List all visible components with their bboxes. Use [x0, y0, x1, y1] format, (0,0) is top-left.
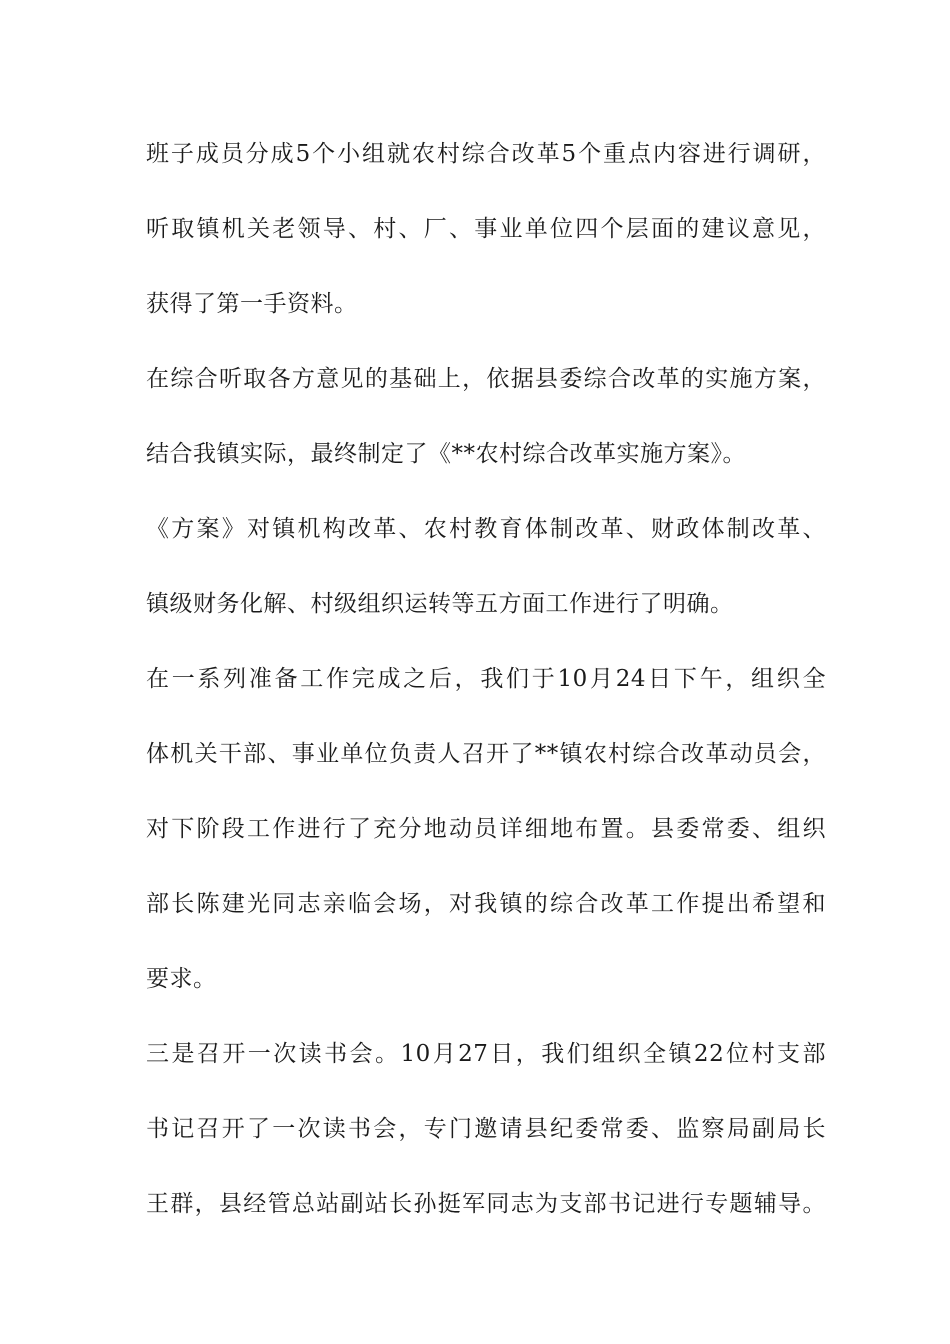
text-line: 要求。: [146, 966, 217, 992]
text-line: 班子成员分成5个小组就农村综合改革5个重点内容进行调研，: [146, 141, 826, 167]
text-line: 结合我镇实际，最终制定了《**农村综合改革实施方案》。: [146, 441, 746, 467]
text-line: 《方案》对镇机构改革、农村教育体制改革、财政体制改革、: [146, 516, 826, 542]
text-line: 对下阶段工作进行了充分地动员详细地布置。县委常委、组织: [146, 816, 826, 842]
text-line: 部长陈建光同志亲临会场，对我镇的综合改革工作提出希望和: [146, 891, 826, 917]
text-line: 在一系列准备工作完成之后，我们于10月24日下午，组织全: [146, 666, 826, 692]
text-line: 体机关干部、事业单位负责人召开了**镇农村综合改革动员会，: [146, 741, 826, 767]
text-line: 获得了第一手资料。: [146, 291, 358, 317]
text-line: 书记召开了一次读书会，专门邀请县纪委常委、监察局副局长: [146, 1116, 826, 1142]
text-line: 听取镇机关老领导、村、厂、事业单位四个层面的建议意见，: [146, 216, 826, 242]
text-line: 王群，县经管总站副站长孙挺军同志为支部书记进行专题辅导。: [146, 1191, 826, 1217]
text-line: 镇级财务化解、村级组织运转等五方面工作进行了明确。: [146, 591, 734, 617]
text-line: 在综合听取各方意见的基础上，依据县委综合改革的实施方案，: [146, 366, 826, 392]
text-line: 三是召开一次读书会。10月27日，我们组织全镇22位村支部: [146, 1041, 826, 1067]
